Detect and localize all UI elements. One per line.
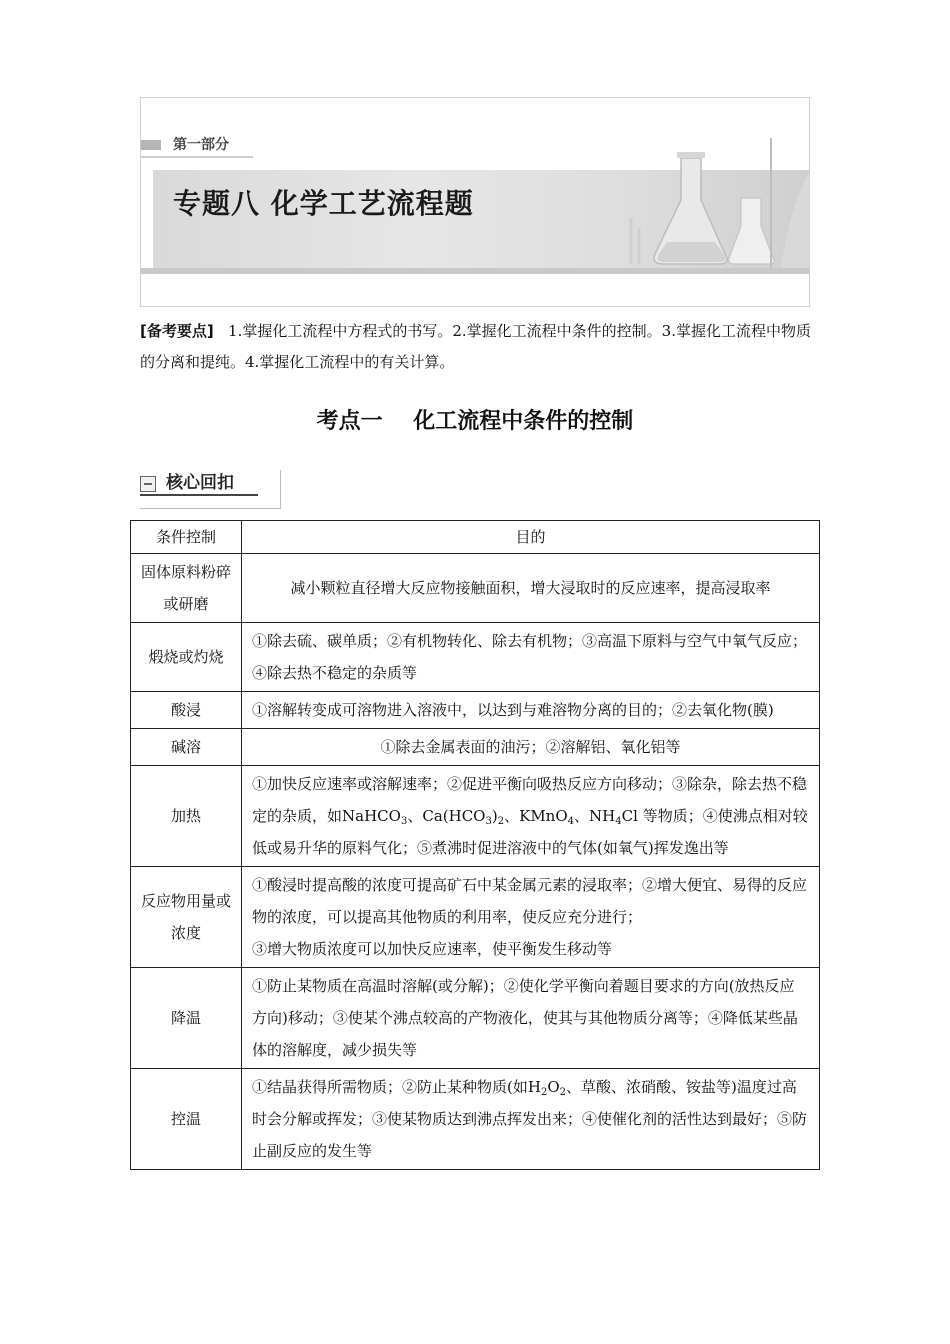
purpose-cell	[242, 766, 820, 867]
chapter-title: 专题八 化学工艺流程题	[173, 187, 474, 220]
formula-text: H	[527, 1078, 541, 1096]
purpose-text-part: ①酸浸时提高酸的浓度可提高矿石中某金属元素的浸取率；②增大便宜、易得的反应物的浓度，可以提高其他物质的利用率，使反应充分进行；	[252, 876, 808, 926]
condition-cell: 反应物用量或浓度	[131, 867, 242, 968]
purpose-cell: ①除去硫、碳单质；②有机物转化、除去有机物；③高温下原料与空气中氧气反应；④除去热不稳定的杂质等	[242, 623, 820, 692]
table-row	[131, 623, 820, 692]
tag-underline	[140, 494, 258, 496]
purpose-cell	[242, 1069, 820, 1170]
formula-subscript: 2	[559, 1087, 567, 1098]
part-divider	[141, 156, 253, 158]
formula-nahco3	[342, 807, 407, 825]
condition-cell: 降温	[131, 968, 242, 1069]
purpose-cell: ①防止某物质在高温时溶解(或分解)；②使化学平衡向着题目要求的方向(放热反应方向)移动；③使某个沸点较高的产物液化，使其与其他物质分离等；④降低某些晶体的溶解度，减少损失等	[242, 968, 820, 1069]
part-row	[141, 134, 253, 156]
table-row	[131, 1069, 820, 1170]
formula-text: )	[491, 807, 498, 825]
conditions-table	[130, 520, 820, 1170]
formula-subscript: 2	[497, 816, 505, 827]
formula-subscript: 3	[485, 816, 492, 827]
condition-cell: 煅烧或灼烧	[131, 623, 242, 692]
condition-cell: 固体原料粉碎或研磨	[131, 554, 242, 623]
separator: 、	[504, 807, 520, 825]
condition-cell: 控温	[131, 1069, 242, 1170]
formula-nh4cl	[589, 807, 638, 825]
lab-flasks-illustration	[621, 138, 810, 278]
purpose-text-part: ③增大物质浓度可以加快反应速率，使平衡发生移动等	[252, 940, 613, 958]
condition-cell: 碱溶	[131, 729, 242, 766]
formula-text: KMnO	[519, 807, 568, 825]
formula-ca-hco3-2	[422, 807, 504, 825]
purpose-cell: 减小颗粒直径增大反应物接触面积，增大浸取时的反应速率，提高浸取率	[242, 554, 820, 623]
purpose-cell: ①除去金属表面的油污；②溶解铝、氧化铝等	[242, 729, 820, 766]
part-marker	[141, 140, 161, 150]
separator: 、	[407, 807, 423, 825]
separator: 、	[574, 807, 590, 825]
condition-cell: 酸浸	[131, 692, 242, 729]
core-review-label: 核心回扣	[166, 473, 234, 493]
formula-text: O	[547, 1078, 560, 1096]
collapse-box-icon	[140, 476, 156, 492]
section-title: 考点一 化工流程中条件的控制	[316, 409, 634, 434]
table-row	[131, 729, 820, 766]
purpose-text-part: ①加快反应速率或溶解速率；②促进平衡向吸热反应方向移动；③除杂，除去热不稳定的杂质，如	[252, 775, 808, 825]
formula-h2o2	[528, 1078, 566, 1096]
formula-text: Cl	[621, 807, 638, 825]
table-row	[131, 554, 820, 623]
table-header-row	[131, 521, 820, 554]
key-points-paragraph	[140, 316, 812, 378]
table-row	[131, 766, 820, 867]
formula-subscript: 4	[567, 816, 575, 827]
header-purpose: 目的	[242, 521, 820, 554]
key-points-label: [备考要点]	[140, 322, 214, 340]
core-review-tag	[140, 470, 282, 510]
purpose-text-part: 等物质；④使沸点相对较低或易升华的原料气化；⑤煮沸时促进溶液中的气体(如氧气)挥发逸出等	[252, 807, 808, 857]
purpose-cell	[242, 867, 820, 968]
formula-text: NaHCO	[342, 807, 401, 825]
formula-subscript: 4	[615, 816, 622, 827]
formula-kmno4	[519, 807, 574, 825]
chapter-banner	[140, 97, 810, 307]
purpose-text-part: ①结晶获得所需物质；②防止某种物质(如	[252, 1078, 528, 1096]
purpose-text-part: 、草酸、浓硝酸、铵盐等)温度过高时会分解或挥发；③使某物质达到沸点挥发出来；④使催化剂的活性达到最好；⑤防止副反应的发生等	[252, 1078, 808, 1160]
formula-text: Ca(HCO	[422, 807, 486, 825]
formula-subscript: 3	[400, 816, 408, 827]
table-row	[131, 968, 820, 1069]
header-condition: 条件控制	[131, 521, 242, 554]
purpose-cell: ①溶解转变成可溶物进入溶液中，以达到与难溶物分离的目的；②去氧化物(膜)	[242, 692, 820, 729]
part-label: 第一部分	[173, 137, 229, 153]
table-row	[131, 867, 820, 968]
condition-cell: 加热	[131, 766, 242, 867]
table-row	[131, 692, 820, 729]
key-points-text: 1.掌握化工流程中方程式的书写。2.掌握化工流程中条件的控制。3.掌握化工流程中物质的分离和提纯。4.掌握化工流程中的有关计算。	[140, 322, 811, 371]
formula-text: NH	[589, 807, 616, 825]
formula-subscript: 2	[540, 1087, 548, 1098]
